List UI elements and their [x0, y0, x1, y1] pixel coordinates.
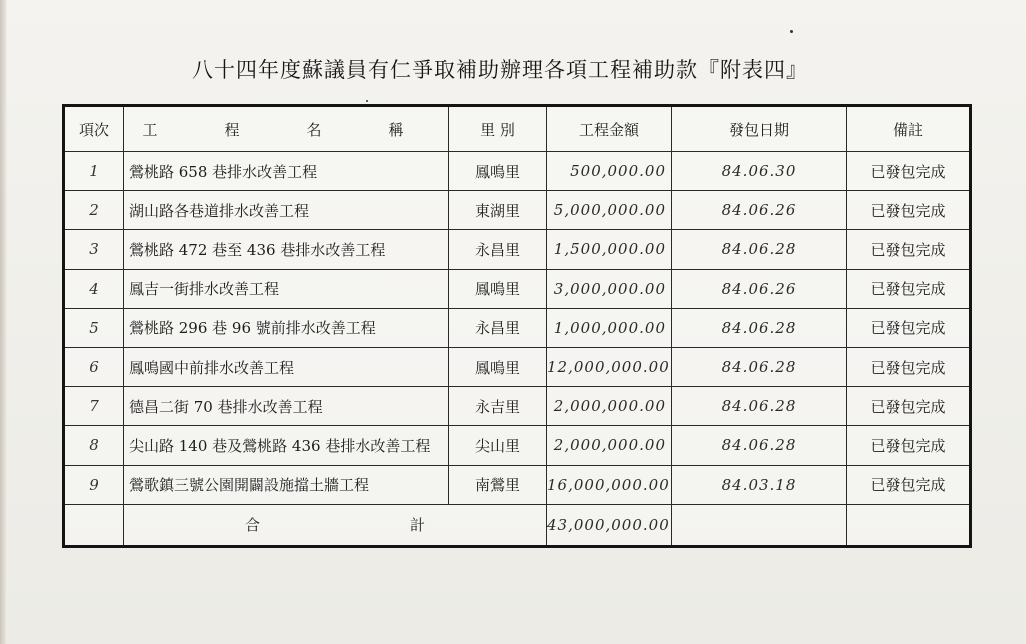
- row-no: 2: [64, 191, 124, 230]
- row-village: 南鶯里: [449, 465, 547, 504]
- row-amount: 1,000,000.00: [547, 308, 672, 347]
- row-date: 84.03.18: [672, 465, 847, 504]
- row-amount: 500,000.00: [547, 152, 672, 191]
- row-amount: 2,000,000.00: [547, 387, 672, 426]
- row-village: 鳳鳴里: [449, 347, 547, 386]
- row-no: 5: [64, 308, 124, 347]
- table-row: [64, 230, 971, 269]
- header-name: 工 程 名 稱: [124, 106, 449, 152]
- table-row: [64, 152, 971, 191]
- table-row: [64, 191, 971, 230]
- row-no: 7: [64, 387, 124, 426]
- row-village: 尖山里: [449, 426, 547, 465]
- subsidy-table: [62, 104, 972, 548]
- total-no-cell: [64, 504, 124, 546]
- header-remarks: 備註: [847, 106, 971, 152]
- row-remarks: 已發包完成: [847, 308, 971, 347]
- row-no: 9: [64, 465, 124, 504]
- table-row: [64, 426, 971, 465]
- header-village: 里 別: [449, 106, 547, 152]
- row-remarks: 已發包完成: [847, 387, 971, 426]
- row-remarks: 已發包完成: [847, 230, 971, 269]
- total-label-right: 計: [410, 516, 426, 535]
- row-village: 永吉里: [449, 387, 547, 426]
- row-no: 1: [64, 152, 124, 191]
- ink-speck: [790, 30, 793, 33]
- row-name: 鶯桃路 472 巷至 436 巷排水改善工程: [124, 230, 449, 269]
- row-amount: 3,000,000.00: [547, 269, 672, 308]
- header-amount: 工程金額: [547, 106, 672, 152]
- total-date-cell: [672, 504, 847, 546]
- row-name: 鳳吉一街排水改善工程: [124, 269, 449, 308]
- table-row: [64, 387, 971, 426]
- row-name: 鶯歌鎮三號公園開闢設施擋土牆工程: [124, 465, 449, 504]
- row-date: 84.06.26: [672, 191, 847, 230]
- row-date: 84.06.26: [672, 269, 847, 308]
- document-title: 八十四年度蘇議員有仁爭取補助辦理各項工程補助款『附表四』: [192, 58, 808, 82]
- row-name: 德昌二街 70 巷排水改善工程: [124, 387, 449, 426]
- row-village: 東湖里: [449, 191, 547, 230]
- row-date: 84.06.28: [672, 308, 847, 347]
- row-village: 鳳鳴里: [449, 269, 547, 308]
- total-remarks-cell: [847, 504, 971, 546]
- row-date: 84.06.28: [672, 387, 847, 426]
- row-no: 4: [64, 269, 124, 308]
- ink-speck: [366, 100, 368, 102]
- row-date: 84.06.28: [672, 230, 847, 269]
- row-amount: 5,000,000.00: [547, 191, 672, 230]
- row-amount: 2,000,000.00: [547, 426, 672, 465]
- table-row: [64, 465, 971, 504]
- row-name: 尖山路 140 巷及鶯桃路 436 巷排水改善工程: [124, 426, 449, 465]
- table-row: [64, 269, 971, 308]
- row-no: 6: [64, 347, 124, 386]
- row-name: 鶯桃路 658 巷排水改善工程: [124, 152, 449, 191]
- row-remarks: 已發包完成: [847, 191, 971, 230]
- total-row: [64, 504, 971, 546]
- row-no: 8: [64, 426, 124, 465]
- table-header-row: [64, 106, 971, 152]
- row-amount: 16,000,000.00: [547, 465, 672, 504]
- row-remarks: 已發包完成: [847, 152, 971, 191]
- row-name: 鳳鳴國中前排水改善工程: [124, 347, 449, 386]
- header-date: 發包日期: [672, 106, 847, 152]
- table-row: [64, 347, 971, 386]
- row-date: 84.06.28: [672, 426, 847, 465]
- row-name: 湖山路各巷道排水改善工程: [124, 191, 449, 230]
- row-date: 84.06.28: [672, 347, 847, 386]
- row-village: 鳳鳴里: [449, 152, 547, 191]
- row-remarks: 已發包完成: [847, 465, 971, 504]
- total-label-left: 合: [244, 516, 260, 535]
- total-amount: 43,000,000.00: [547, 504, 672, 546]
- scan-edge-shadow: [0, 0, 7, 644]
- row-village: 永昌里: [449, 230, 547, 269]
- row-date: 84.06.30: [672, 152, 847, 191]
- row-no: 3: [64, 230, 124, 269]
- header-no: 項次: [64, 106, 124, 152]
- total-label: [124, 504, 547, 546]
- row-remarks: 已發包完成: [847, 426, 971, 465]
- row-amount: 1,500,000.00: [547, 230, 672, 269]
- row-name: 鶯桃路 296 巷 96 號前排水改善工程: [124, 308, 449, 347]
- row-remarks: 已發包完成: [847, 347, 971, 386]
- row-village: 永昌里: [449, 308, 547, 347]
- row-remarks: 已發包完成: [847, 269, 971, 308]
- row-amount: 12,000,000.00: [547, 347, 672, 386]
- table-row: [64, 308, 971, 347]
